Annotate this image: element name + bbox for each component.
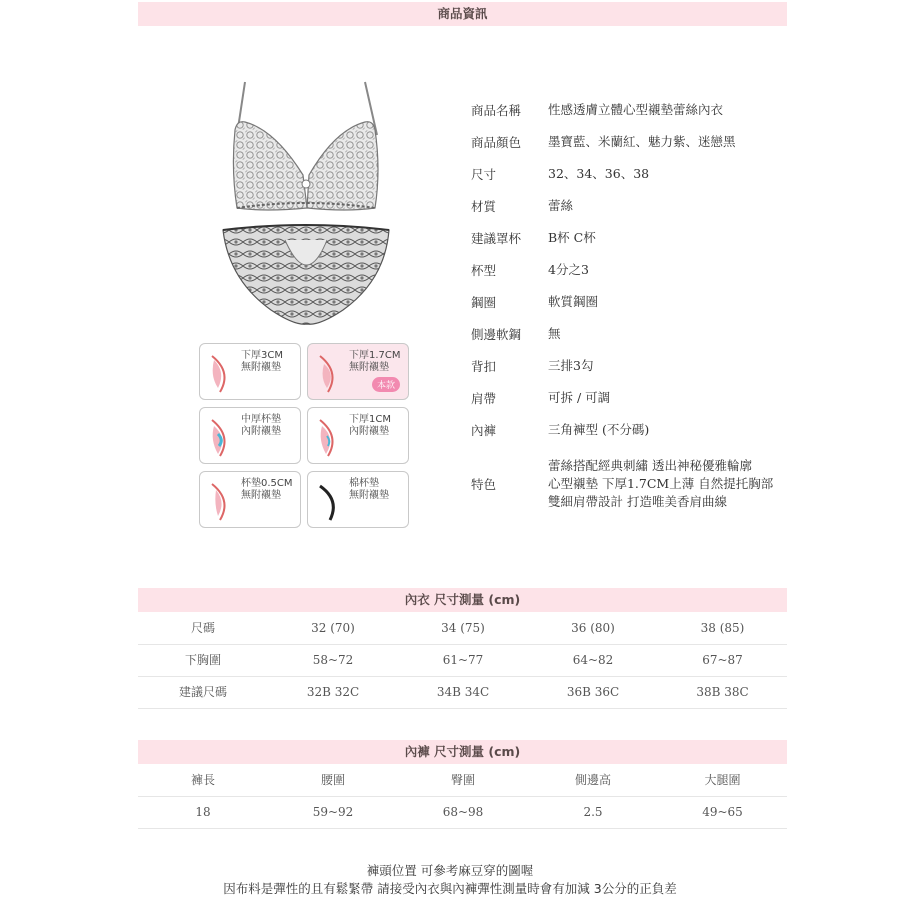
- table-cell: 2.5: [583, 805, 603, 819]
- spec-label: 商品顏色: [471, 135, 522, 150]
- cup-option-note: 無附襯墊: [349, 490, 389, 501]
- feature-line: 蕾絲搭配經典刺繡 透出神秘優雅輪廓: [548, 458, 752, 473]
- bra-table-header: [138, 588, 787, 612]
- feature-line: 心型襯墊 下厚1.7CM上薄 自然提托胸部: [548, 476, 774, 491]
- table-cell: 32B 32C: [306, 685, 360, 699]
- spec-value: 32、34、36、38: [548, 166, 650, 181]
- table-cell: 64~82: [572, 653, 614, 667]
- spec-value: 可拆 / 可調: [548, 390, 611, 405]
- product-image: [215, 80, 395, 330]
- spec-value: 三排3勾: [548, 358, 594, 373]
- spec-value: 蕾絲: [548, 198, 574, 213]
- cup-option: [307, 407, 409, 464]
- table-cell: 58~72: [312, 653, 354, 667]
- table-cell: 建議尺碼: [178, 685, 227, 699]
- table-row: [138, 797, 787, 829]
- spec-label: 建議罩杯: [471, 231, 522, 246]
- cup-option-label: 下厚1CM: [349, 414, 391, 425]
- table-cell: 側邊高: [574, 773, 611, 787]
- table-cell: 18: [195, 805, 211, 819]
- spec-label: 背扣: [471, 359, 497, 374]
- cup-option-note: 無附襯墊: [349, 362, 389, 373]
- spec-label: 內褲: [471, 423, 497, 438]
- footer-note: 褲頭位置 可參考麻豆穿的圖喔: [366, 863, 534, 878]
- table-cell: 59~92: [312, 805, 354, 819]
- spec-value: 軟質鋼圈: [548, 294, 599, 309]
- spec-label: 肩帶: [471, 391, 497, 406]
- bra-table-title: 內衣 尺寸測量 (cm): [404, 592, 521, 607]
- spec-label: 杯型: [471, 263, 497, 278]
- spec-label: 材質: [471, 199, 497, 214]
- table-cell: 34 (75): [441, 621, 485, 635]
- cup-option-note: 無附襯墊: [241, 362, 281, 373]
- cup-profile-icon: [314, 416, 348, 460]
- table-cell: 38 (85): [700, 621, 745, 635]
- cup-option-label: 棉杯墊: [349, 478, 379, 489]
- table-cell: 38B 38C: [696, 685, 749, 699]
- spec-label: 側邊軟鋼: [471, 327, 522, 342]
- pants-table-title: 內褲 尺寸測量 (cm): [404, 744, 521, 759]
- table-cell: 腰圍: [320, 773, 345, 787]
- table-cell: 大腿圍: [704, 773, 741, 787]
- cup-option: [199, 471, 301, 528]
- table-cell: 49~65: [702, 805, 743, 819]
- section-title: 商品資訊: [437, 6, 488, 21]
- feature-line: 雙細肩帶設計 打造唯美香肩曲線: [548, 494, 727, 509]
- table-cell: 尺碼: [190, 621, 215, 635]
- table-row: [138, 645, 787, 677]
- cup-profile-icon: [206, 352, 240, 396]
- spec-value: 性感透膚立體心型襯墊蕾絲內衣: [548, 102, 724, 117]
- table-cell: 34B 34C: [436, 685, 490, 699]
- table-cell: 下胸圍: [184, 653, 221, 667]
- cup-profile-icon: [314, 352, 348, 396]
- spec-label: 鋼圈: [471, 295, 497, 310]
- lingerie-illustration: [215, 80, 395, 330]
- cup-option-label: 下厚1.7CM: [349, 350, 401, 361]
- cup-option-label: 中厚杯墊: [241, 414, 281, 425]
- spec-value: B杯 C杯: [548, 230, 596, 245]
- spec-value: 無: [548, 326, 561, 341]
- section-header: [138, 2, 787, 26]
- cup-option: [199, 407, 301, 464]
- table-cell: 36 (80): [571, 621, 615, 635]
- table-row: [138, 765, 787, 797]
- cup-option-selected: [307, 343, 409, 400]
- spec-value: 三角褲型 (不分碼): [548, 422, 650, 437]
- pants-table-header: [138, 740, 787, 764]
- table-cell: 67~87: [702, 653, 743, 667]
- cup-option-label: 下厚3CM: [241, 350, 283, 361]
- table-cell: 61~77: [442, 653, 484, 667]
- table-row: [138, 677, 787, 709]
- table-cell: 36B 36C: [566, 685, 620, 699]
- table-cell: 32 (70): [311, 621, 355, 635]
- spec-label: 尺寸: [471, 167, 497, 182]
- cup-option-note: 內附襯墊: [349, 426, 389, 437]
- spec-label: 特色: [471, 477, 497, 492]
- footer-note: 因布料是彈性的且有鬆緊帶 請接受內衣與內褲彈性測量時會有加減 3公分的正負差: [223, 881, 677, 896]
- spec-value: 4分之3: [548, 262, 589, 277]
- cup-option-label: 杯墊0.5CM: [241, 478, 293, 489]
- table-cell: 68~98: [442, 805, 484, 819]
- cup-option-note: 內附襯墊: [241, 426, 281, 437]
- spec-label: 商品名稱: [471, 103, 522, 118]
- table-cell: 褲長: [190, 773, 215, 787]
- cup-option-note: 無附襯墊: [241, 490, 281, 501]
- spec-value: 墨寶藍、米蘭紅、魅力紫、迷戀黑: [548, 134, 736, 149]
- cup-option: [307, 471, 409, 528]
- cup-profile-icon: [206, 416, 240, 460]
- cup-profile-icon: [314, 480, 348, 524]
- cup-profile-icon: [206, 480, 240, 524]
- current-style-badge: 本款: [372, 377, 400, 392]
- cup-option: [199, 343, 301, 400]
- table-cell: 臀圍: [450, 773, 475, 787]
- table-row: [138, 613, 787, 645]
